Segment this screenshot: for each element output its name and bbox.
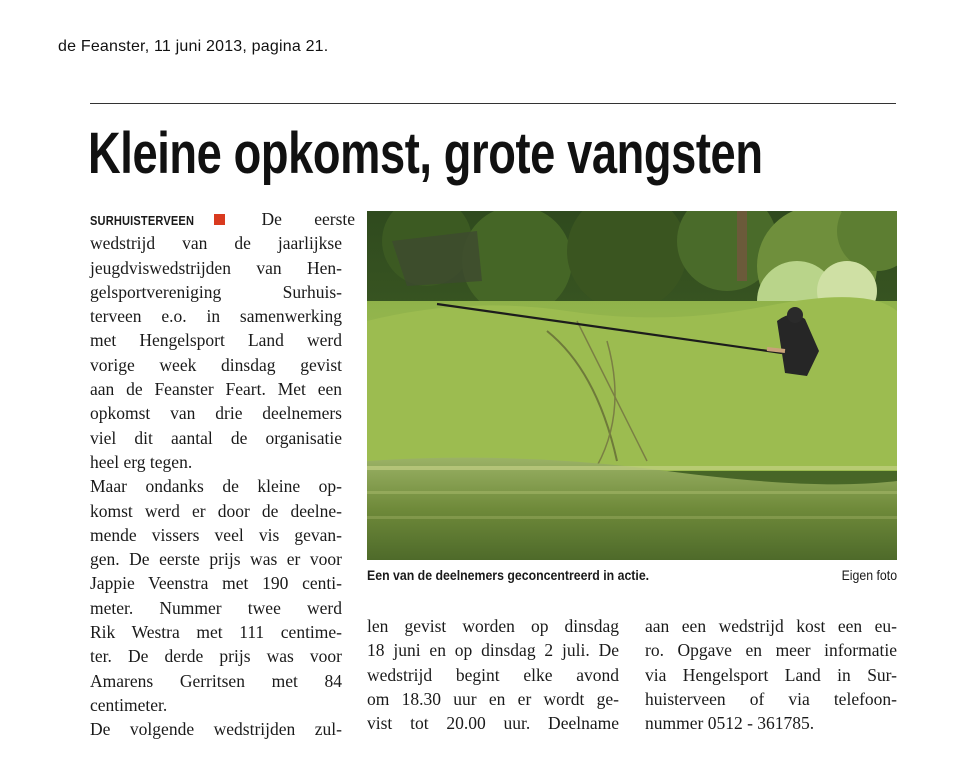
dateline-marker-icon [214,214,225,225]
col3-line: aan een wedstrijd kost een eu- [645,616,897,636]
col2-line: vist tot 20.00 uur. Deelname [367,713,619,734]
col2-line: len gevist worden op dinsdag [367,616,619,636]
col1-line: wedstrijd van de jaarlijkse [90,233,342,254]
source-line: de Feanster, 11 juni 2013, pagina 21. [58,38,329,55]
dateline: SURHUISTERVEEN [90,213,195,228]
col1-line: gen. De eerste prijs was er voor [90,549,342,570]
photo-caption: Een van de deelnemers geconcentreerd in actie. [367,567,650,583]
col3-line: ro. Opgave en meer informatie [645,640,897,661]
col3-line: huisterveen of via telefoon- [645,688,897,709]
col1-line: aan de Feanster Feart. Met een [90,379,342,400]
col1-line: heel erg tegen. [90,451,193,472]
col1-line: Amarens Gerritsen met 84 [90,670,342,691]
col1-line: viel dit aantal de organisatie [90,427,342,448]
col1-line: meter. Nummer twee werd [90,597,342,618]
col1-line: jeugdviswedstrijden van Hen- [90,257,342,278]
col1-line: Jappie Veenstra met 190 centi- [90,573,342,594]
col2-line: om 18.30 uur en er wordt ge- [367,688,619,709]
headline: Kleine opkomst, grote vangsten [88,121,763,186]
col1-line: terveen e.o. in samenwerking [90,306,342,327]
col1-line: mende vissers veel vis gevan- [90,524,342,545]
photo-caption-row [367,567,897,583]
article-column-1 [90,207,356,742]
article-column-2 [367,614,619,735]
col1-line: ter. De derde prijs was voor [90,646,342,667]
col1-line: gelsportvereniging Surhuis- [90,281,342,302]
col2-line: wedstrijd begint elke avond [367,664,619,685]
article-column-3 [645,614,897,735]
col1-line-0 [90,207,356,231]
photo-illustration [367,211,897,560]
article-photo [367,211,897,560]
col1-line-0-text: De eerste [261,209,356,229]
col1-line: Maar ondanks de kleine op- [90,476,342,497]
col1-line: centimeter. [90,694,168,715]
col2-line: 18 juni en op dinsdag 2 juli. De [367,640,619,661]
col1-line: Rik Westra met 111 centime- [90,622,342,643]
col1-line: komst werd er door de deelne- [90,500,342,521]
col1-line: vorige week dinsdag gevist [90,354,342,375]
col1-line: De volgende wedstrijden zul- [90,719,342,740]
col1-line: met Hengelsport Land werd [90,330,342,351]
photo-credit: Eigen foto [841,567,897,583]
col3-line: nummer 0512 - 361785. [645,713,815,734]
col1-line: opkomst van drie deelnemers [90,403,342,424]
header-rule [90,103,896,104]
col3-line: via Hengelsport Land in Sur- [645,664,897,685]
